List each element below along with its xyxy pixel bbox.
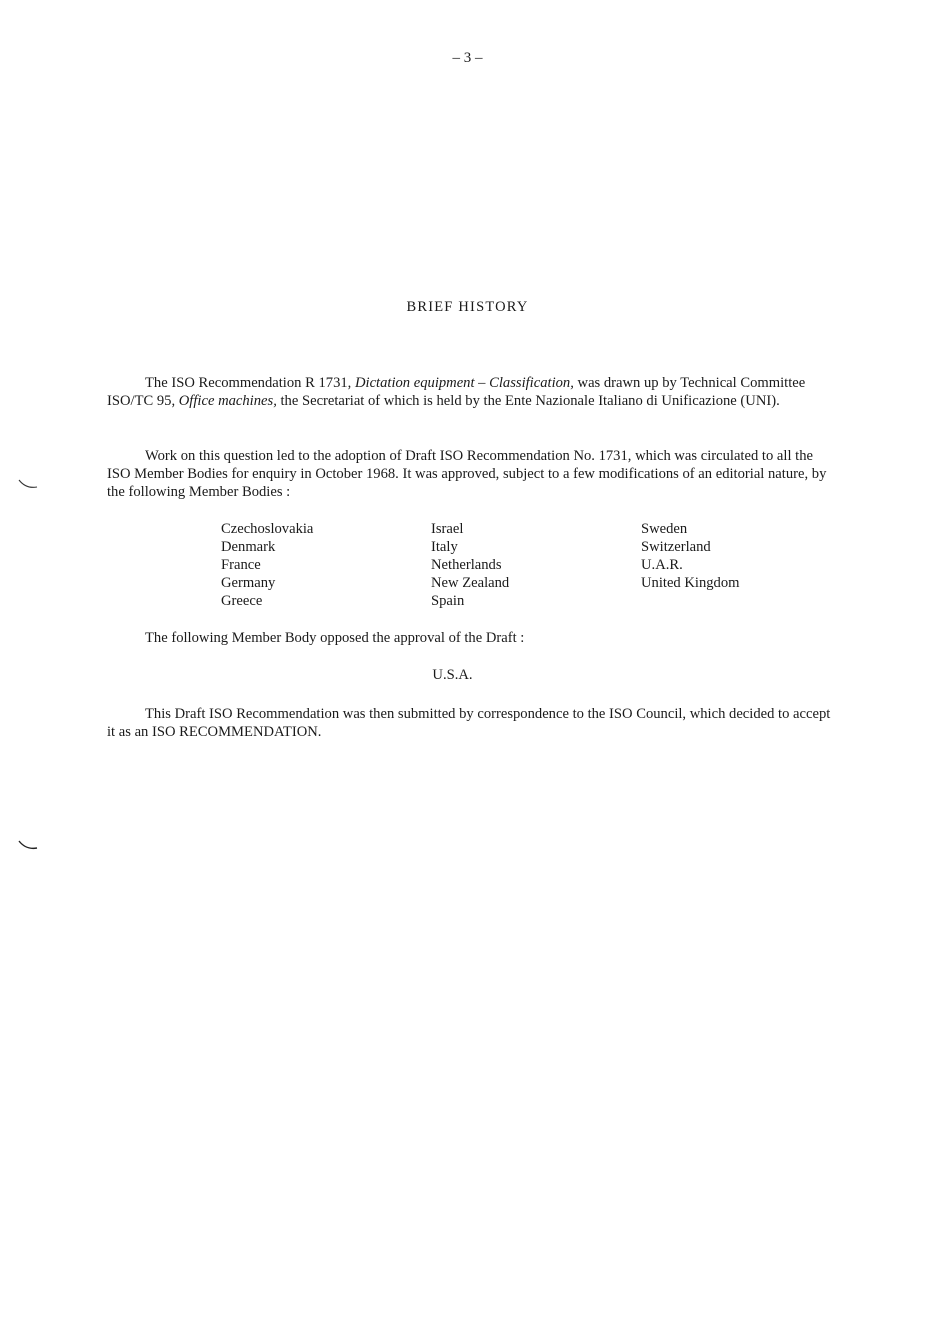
member-item: Greece xyxy=(221,593,263,609)
member-item: United Kingdom xyxy=(641,575,740,591)
approval-text: Work on this question led to the adoption of Draft ISO Recommendation No. 1731, which was circulated to all the ISO Member Bodies for enquiry in October 1968. It was approved, subject to a few modifications of an editorial nature, by the following Member Bodies : xyxy=(107,448,827,500)
member-column-2 xyxy=(431,520,509,610)
member-item: Switzerland xyxy=(641,539,711,555)
member-item: Israel xyxy=(431,521,464,537)
approval-paragraph xyxy=(107,447,837,501)
opposition-paragraph xyxy=(107,629,837,647)
opposing-member: U.S.A. xyxy=(432,667,473,683)
binding-hole-mark xyxy=(18,839,38,851)
intro-paragraph xyxy=(107,374,837,410)
member-column-3 xyxy=(641,520,740,592)
member-item: New Zealand xyxy=(431,575,510,591)
member-item: Netherlands xyxy=(431,557,502,573)
member-item: Sweden xyxy=(641,521,688,537)
member-item: France xyxy=(221,557,261,573)
council-text: This Draft ISO Recommendation was then submitted by correspondence to the ISO Council, which decided to accept it as an ISO RECOMMENDATION. xyxy=(107,706,831,740)
intro-text-b: was drawn up by Technical Committee ISO/TC 95, xyxy=(107,375,806,409)
member-item: Czechoslovakia xyxy=(221,521,314,537)
opposition-text: The following Member Body opposed the approval of the Draft : xyxy=(145,630,525,646)
member-item: Germany xyxy=(221,575,276,591)
intro-text-c: the Secretariat of which is held by the Ente Nazionale Italiano di Unificazione (UNI). xyxy=(276,393,780,409)
member-column-1 xyxy=(221,520,313,610)
member-item: Denmark xyxy=(221,539,276,555)
intro-italic-title: Dictation equipment – Classification, xyxy=(354,375,574,391)
member-item: U.A.R. xyxy=(641,557,683,573)
page-number: – 3 – xyxy=(452,50,483,66)
intro-italic-committee: Office machines, xyxy=(178,393,277,409)
intro-text-a: The ISO Recommendation R 1731, xyxy=(145,375,355,391)
binding-hole-mark xyxy=(18,478,38,490)
council-paragraph xyxy=(107,705,837,741)
member-item: Italy xyxy=(431,539,458,555)
section-title: BRIEF HISTORY xyxy=(406,299,529,315)
member-item: Spain xyxy=(431,593,465,609)
